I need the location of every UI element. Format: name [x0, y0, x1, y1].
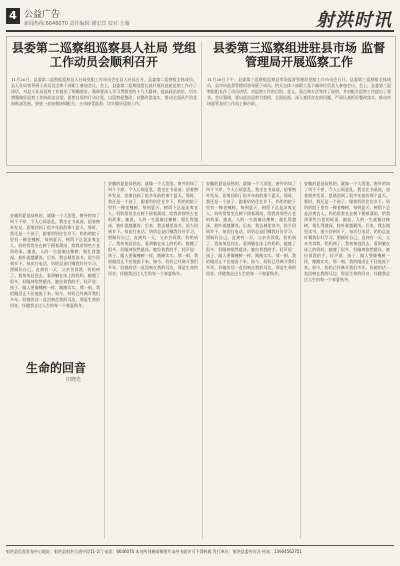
story-section — [6, 172, 394, 545]
story-body-col4: 安徽的夏是闷热的，就像一个大蒸笼。窗外的知了叫个不停，令人心烦意乱。我坐在书桌前，望着窗外发呆，思绪回到了很多年前的那个夏天。那时，我还是一个孩子，跟着奶奶住在乡下。奶奶的院子里有一棵老槐树，每到夏天，树荫下总是凉爽宜人。奶奶常常坐在树下摇着蒲扇，给我讲那些古老的故事。她说，人的一生就像这棵树，根扎得越深，枝叶就越繁茂。后来，我去城里读书，很少回到乡下。每次打电话，奶奶总是叮嘱我好好学习，照顾好自己。直到有一天，父亲告诉我，奶奶病了。我匆匆赶回去，看到躺在床上的奶奶，她瘦了很多，但眼神依然慈祥。她拉着我的手，轻声说：孩子，做人要像槐树一样，踏踏实实。那一刻，我的眼泪止不住地流下来。如今，奶奶已经离开我们多年，但她的话一直回响在我的耳边，那是生命的回音，伴随我走过人生的每一个春夏秋冬。 — [304, 181, 390, 282]
page-header — [6, 6, 394, 32]
right-headline: 县委第三巡察组进驻县市场 监督管理局开展巡察工作 — [212, 41, 386, 69]
story-body-col1: 安徽的夏是闷热的，就像一个大蒸笼。窗外的知了叫个不停，令人心烦意乱。我坐在书桌前，望着窗外发呆，思绪回到了很多年前的那个夏天。那时，我还是一个孩子，跟着奶奶住在乡下。奶奶的院子里有一棵老槐树，每到夏天，树荫下总是凉爽宜人。奶奶常常坐在树下摇着蒲扇，给我讲那些古老的故事。她说，人的一生就像这棵树，根扎得越深，枝叶就越繁茂。后来，我去城里读书，很少回到乡下。每次打电话，奶奶总是叮嘱我好好学习，照顾好自己。直到有一天，父亲告诉我，奶奶病了。我匆匆赶回去，看到躺在床上的奶奶，她瘦了很多，但眼神依然慈祥。她拉着我的手，轻声说：孩子，做人要像槐树一样，踏踏实实。那一刻，我的眼泪止不住地流下来。如今，奶奶已经离开我们多年，但她的话一直回响在我的耳边，那是生命的回音，伴随我走过人生的每一个春夏秋冬。 — [10, 213, 100, 308]
section-title: 公益广告 — [24, 10, 61, 20]
right-article-body: 11月26日下午，县委第三巡察组巡察县市场监督管理局党组工作动员会召开。县委第三巡察组全体成员，县市场监督管理局领导班子成员、机关全体干部职工及下属单位负责人参加会议。会上，县委第三巡察组组长作了动员讲话，对巡察工作的目的、意义、重点和方法等作了说明，并对配合巡察工作提出了要求。会议强调，要以此次巡察为契机，全面检视、深入查找存在的问题，严肃认真抓好整改落实，推动市场监管各项工作再上新台阶。 — [207, 77, 391, 106]
story-body-col2: 安徽的夏是闷热的，就像一个大蒸笼。窗外的知了叫个不停，令人心烦意乱。我坐在书桌前，望着窗外发呆，思绪回到了很多年前的那个夏天。那时，我还是一个孩子，跟着奶奶住在乡下。奶奶的院子里有一棵老槐树，每到夏天，树荫下总是凉爽宜人。奶奶常常坐在树下摇着蒲扇，给我讲那些古老的故事。她说，人的一生就像这棵树，根扎得越深，枝叶就越繁茂。后来，我去城里读书，很少回到乡下。每次打电话，奶奶总是叮嘱我好好学习，照顾好自己。直到有一天，父亲告诉我，奶奶病了。我匆匆赶回去，看到躺在床上的奶奶，她瘦了很多，但眼神依然慈祥。她拉着我的手，轻声说：孩子，做人要像槐树一样，踏踏实实。那一刻，我的眼泪止不住地流下来。如今，奶奶已经离开我们多年，但她的话一直回响在我的耳边，那是生命的回音，伴随我走过人生的每一个春夏秋冬。 — [108, 181, 198, 276]
column-divider — [104, 181, 105, 539]
left-article-body: 11月26日，县委第二巡察组巡察县人社局党组工作动员会在县人社局召开，县委第二巡察组全体成员、县人社局领导班子成员及全体干部职工参加会议。会上，县委第二巡察组组长就开展好此轮巡察工作作了讲话，对县人社局巡察工作提出了明确要求，强调要深入学习贯彻党的十九大精神，提高政治站位，切实增强做好巡察工作的政治自觉、思想自觉和行动自觉，以巡察促整改，以整改促落实，推动全面从严治党向纵深发展。要进一步加强协调配合，主动接受监督，切实做好巡察工作。 — [11, 77, 197, 106]
left-headline: 县委第二巡察组巡察县人社局 党组工作动员会顺利召开 — [11, 41, 197, 69]
page-number: 4 — [6, 8, 20, 24]
header-meta: 新闻热线:6646070 责任编辑:谢宏宾 校对:王薇 — [24, 21, 130, 27]
story-body-col3: 安徽的夏是闷热的，就像一个大蒸笼。窗外的知了叫个不停，令人心烦意乱。我坐在书桌前，望着窗外发呆，思绪回到了很多年前的那个夏天。那时，我还是一个孩子，跟着奶奶住在乡下。奶奶的院子里有一棵老槐树，每到夏天，树荫下总是凉爽宜人。奶奶常常坐在树下摇着蒲扇，给我讲那些古老的故事。她说，人的一生就像这棵树，根扎得越深，枝叶就越繁茂。后来，我去城里读书，很少回到乡下。每次打电话，奶奶总是叮嘱我好好学习，照顾好自己。直到有一天，父亲告诉我，奶奶病了。我匆匆赶回去，看到躺在床上的奶奶，她瘦了很多，但眼神依然慈祥。她拉着我的手，轻声说：孩子，做人要像槐树一样，踏踏实实。那一刻，我的眼泪止不住地流下来。如今，奶奶已经离开我们多年，但她的话一直回响在我的耳边，那是生命的回音，伴随我走过人生的每一个春夏秋冬。 — [206, 181, 296, 276]
story-author: 田晓光 — [66, 377, 82, 383]
column-divider — [202, 181, 203, 539]
story-title: 生命的回音 — [26, 361, 87, 375]
top-news-box — [6, 36, 396, 166]
masthead: 射洪时讯 — [316, 10, 392, 31]
page-footer: 射洪县信息发布中心地址：射洪县射洪大道中段11-2门 电话：6646070 本刊所刊新闻和图片未经书面许可不得转载 发行单位：射洪县委外宣办 传真：13904562751 — [6, 545, 394, 558]
column-divider — [201, 41, 202, 161]
column-divider — [300, 181, 301, 539]
